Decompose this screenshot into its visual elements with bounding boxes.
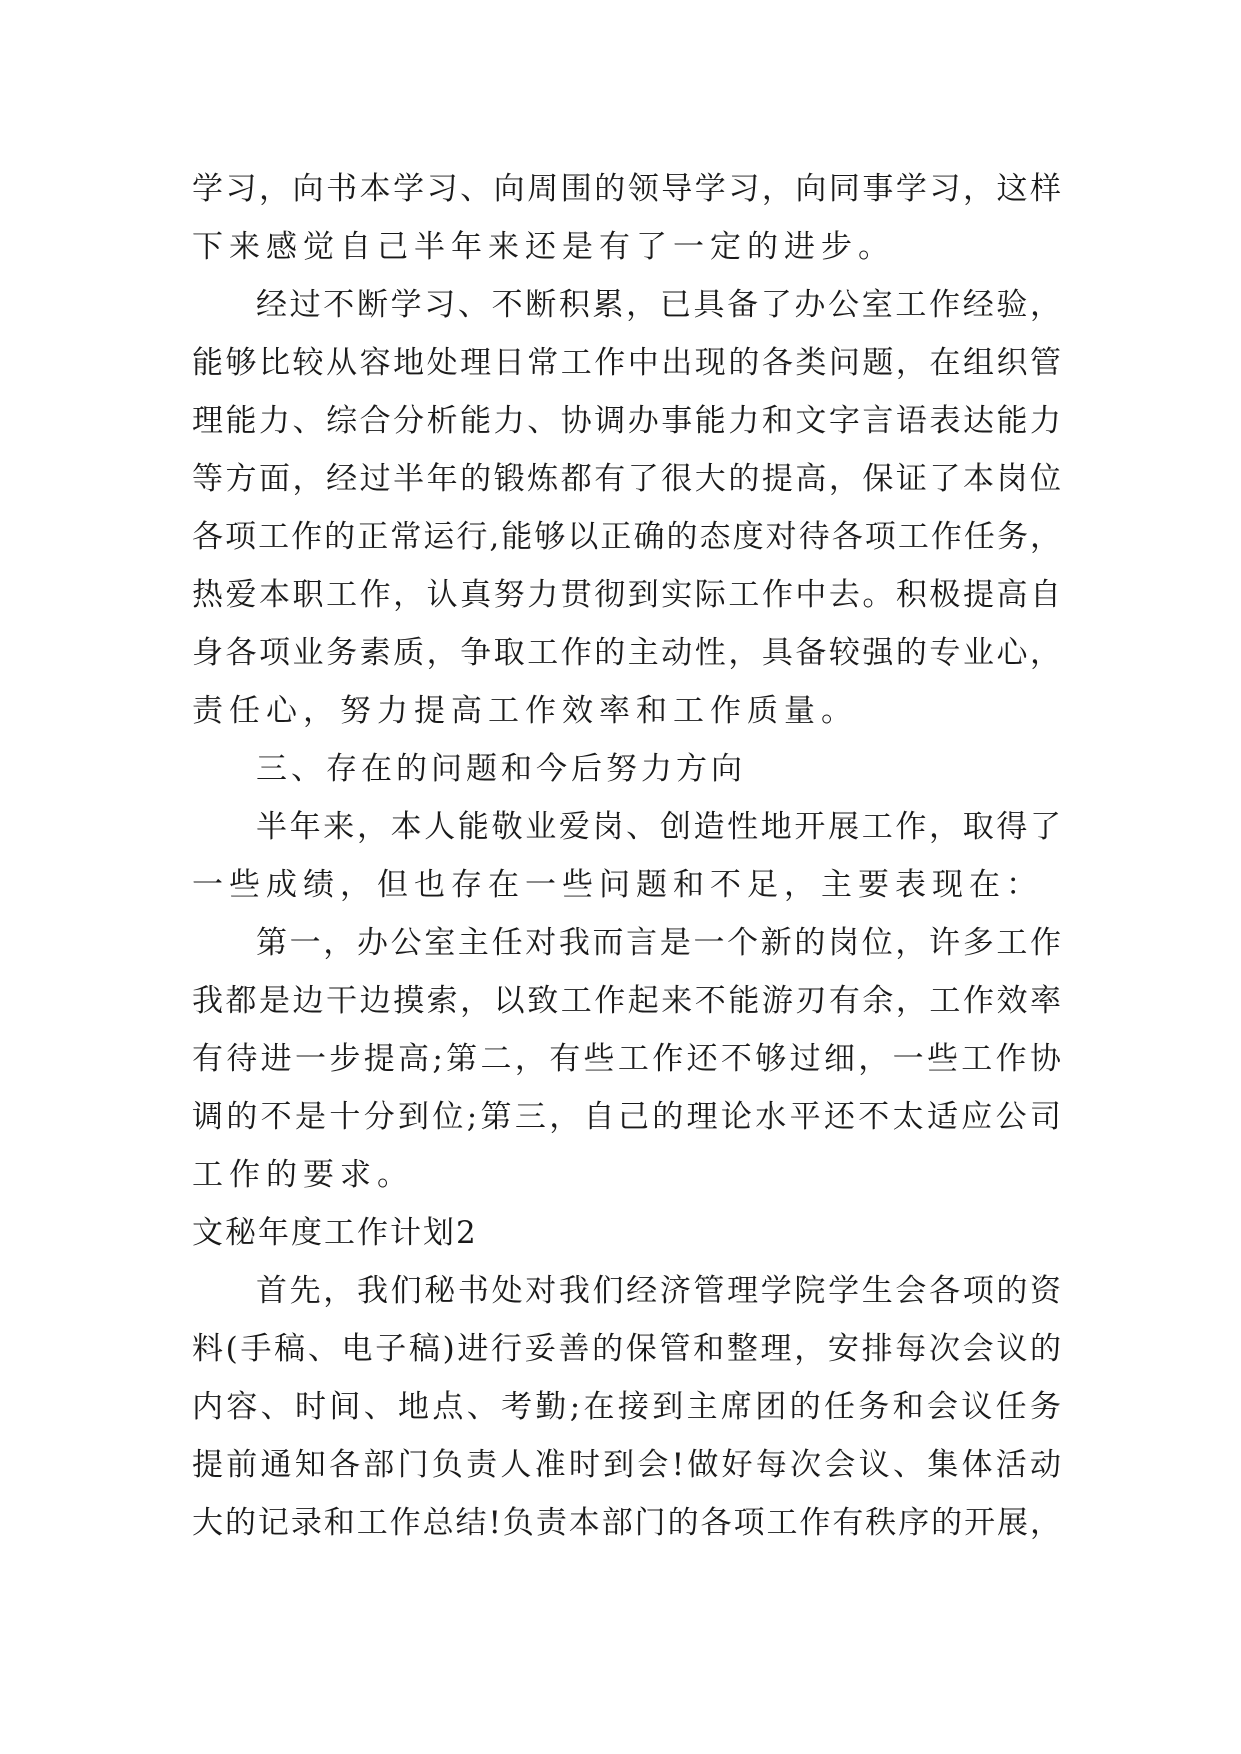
paragraph-line: 大的记录和工作总结!负责本部门的各项工作有秩序的开展， [192, 1505, 1062, 1541]
paragraph-line: 我都是边干边摸索，以致工作起来不能游刃有余，工作效率 [192, 983, 1062, 1019]
document-section-title: 文秘年度工作计划2 [192, 1215, 478, 1251]
paragraph-line: 学习，向书本学习、向周围的领导学习，向同事学习，这样 [192, 171, 1062, 207]
paragraph-line: 第一，办公室主任对我而言是一个新的岗位，许多工作 [256, 925, 1062, 961]
paragraph-line: 身各项业务素质，争取工作的主动性，具备较强的专业心， [192, 635, 1062, 671]
paragraph-line: 经过不断学习、不断积累，已具备了办公室工作经验， [256, 287, 1062, 323]
paragraph-line: 提前通知各部门负责人准时到会!做好每次会议、集体活动 [192, 1447, 1062, 1483]
paragraph-line: 内容、时间、地点、考勤;在接到主席团的任务和会议任务 [192, 1389, 1062, 1425]
paragraph-line: 料(手稿、电子稿)进行妥善的保管和整理，安排每次会议的 [192, 1331, 1062, 1367]
paragraph-line: 责任心，努力提高工作效率和工作质量。 [192, 693, 858, 729]
paragraph-line: 一些成绩，但也存在一些问题和不足，主要表现在： [192, 867, 1043, 903]
paragraph-line: 半年来，本人能敬业爱岗、创造性地开展工作，取得了 [256, 809, 1062, 845]
paragraph-line: 有待进一步提高;第二，有些工作还不够过细，一些工作协 [192, 1041, 1062, 1077]
document-body [192, 160, 1062, 1552]
paragraph-line: 热爱本职工作，认真努力贯彻到实际工作中去。积极提高自 [192, 577, 1062, 613]
section-heading: 三、存在的问题和今后努力方向 [256, 751, 746, 787]
paragraph-line: 下来感觉自己半年来还是有了一定的进步。 [192, 229, 895, 265]
paragraph-line: 调的不是十分到位;第三，自己的理论水平还不太适应公司 [192, 1099, 1062, 1135]
paragraph-line: 各项工作的正常运行,能够以正确的态度对待各项工作任务， [192, 519, 1062, 555]
paragraph-line: 等方面，经过半年的锻炼都有了很大的提高，保证了本岗位 [192, 461, 1062, 497]
paragraph-line: 能够比较从容地处理日常工作中出现的各类问题，在组织管 [192, 345, 1062, 381]
paragraph-line: 首先，我们秘书处对我们经济管理学院学生会各项的资 [256, 1273, 1062, 1309]
paragraph-line: 理能力、综合分析能力、协调办事能力和文字言语表达能力 [192, 403, 1062, 439]
paragraph-line: 工作的要求。 [192, 1157, 414, 1193]
